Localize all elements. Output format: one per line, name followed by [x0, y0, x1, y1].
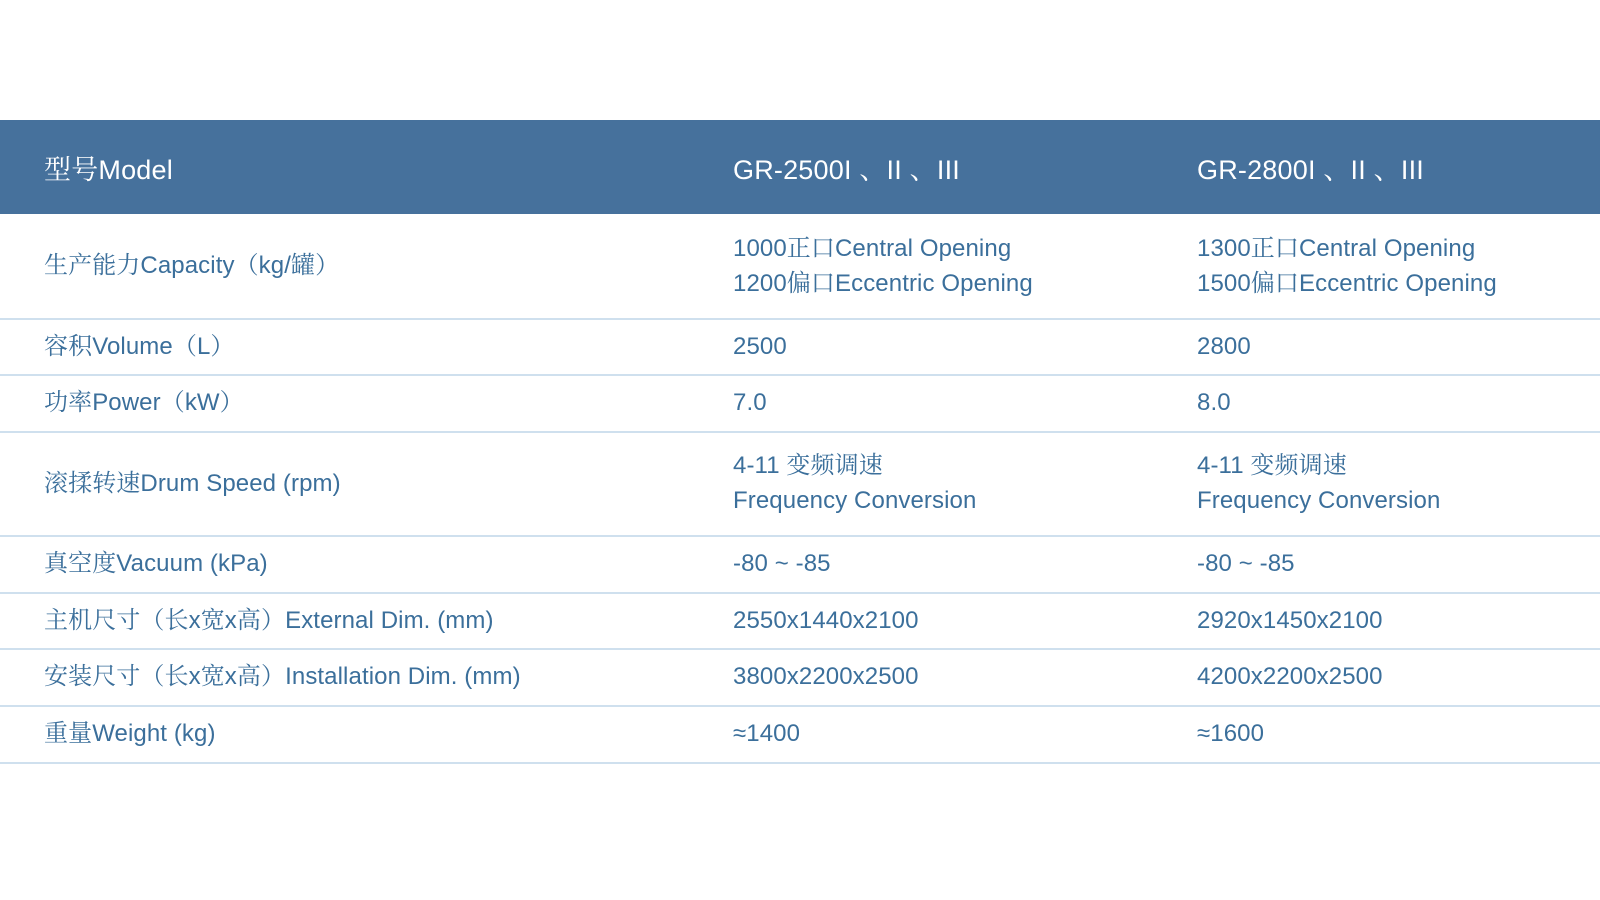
row-value-vacuum-gr2800: -80 ~ -85: [1197, 536, 1600, 593]
header-cell-gr2500: GR-2500I 、II 、III: [733, 120, 1197, 214]
row-value-power-gr2500: 7.0: [733, 375, 1197, 432]
table-row: [0, 593, 1600, 650]
row-label-installation-dim: 安装尺寸（长x宽x高）Installation Dim. (mm): [0, 649, 733, 706]
row-label-external-dim: 主机尺寸（长x宽x高）External Dim. (mm): [0, 593, 733, 650]
row-value-vacuum-gr2500: -80 ~ -85: [733, 536, 1197, 593]
header-row: [0, 120, 1600, 214]
value-line-1: 1300正口Central Opening: [1197, 235, 1476, 262]
table-row: [0, 649, 1600, 706]
row-value-installation-dim-gr2500: 3800x2200x2500: [733, 649, 1197, 706]
row-value-capacity-gr2500: [733, 214, 1197, 319]
row-value-volume-gr2800: 2800: [1197, 319, 1600, 376]
specification-table: [0, 120, 1600, 764]
row-value-power-gr2800: 8.0: [1197, 375, 1600, 432]
row-value-external-dim-gr2800: 2920x1450x2100: [1197, 593, 1600, 650]
table-row: [0, 706, 1600, 763]
row-label-volume: 容积Volume（L）: [0, 319, 733, 376]
row-value-weight-gr2800: ≈1600: [1197, 706, 1600, 763]
value-line-2: Frequency Conversion: [1197, 486, 1441, 514]
header-cell-gr2800: GR-2800I 、II 、III: [1197, 120, 1600, 214]
table-row: [0, 214, 1600, 319]
table-row: [0, 432, 1600, 536]
row-label-power: 功率Power（kW）: [0, 375, 733, 432]
row-value-external-dim-gr2500: 2550x1440x2100: [733, 593, 1197, 650]
row-value-weight-gr2500: ≈1400: [733, 706, 1197, 763]
value-line-1: 4-11 变频调速: [1197, 452, 1347, 480]
row-label-vacuum: 真空度Vacuum (kPa): [0, 536, 733, 593]
table-row: [0, 319, 1600, 376]
row-value-volume-gr2500: 2500: [733, 319, 1197, 376]
table-row: [0, 375, 1600, 432]
row-value-capacity-gr2800: [1197, 214, 1600, 319]
header-cell-model: 型号Model: [0, 120, 733, 214]
table-header: [0, 120, 1600, 214]
row-value-installation-dim-gr2800: 4200x2200x2500: [1197, 649, 1600, 706]
row-label-capacity: 生产能力Capacity（kg/罐）: [0, 214, 733, 319]
row-value-drum-speed-gr2800: [1197, 432, 1600, 536]
row-label-weight: 重量Weight (kg): [0, 706, 733, 763]
value-line-1: 4-11 变频调速: [733, 452, 883, 480]
value-line-1: 1000正口Central Opening: [733, 235, 1012, 262]
value-line-2: 1500偏口Eccentric Opening: [1197, 269, 1497, 297]
value-line-2: 1200偏口Eccentric Opening: [733, 269, 1033, 297]
row-value-drum-speed-gr2500: [733, 432, 1197, 536]
table-body: [0, 214, 1600, 763]
table-row: [0, 536, 1600, 593]
row-label-drum-speed: 滚揉转速Drum Speed (rpm): [0, 432, 733, 536]
value-line-2: Frequency Conversion: [733, 486, 977, 514]
